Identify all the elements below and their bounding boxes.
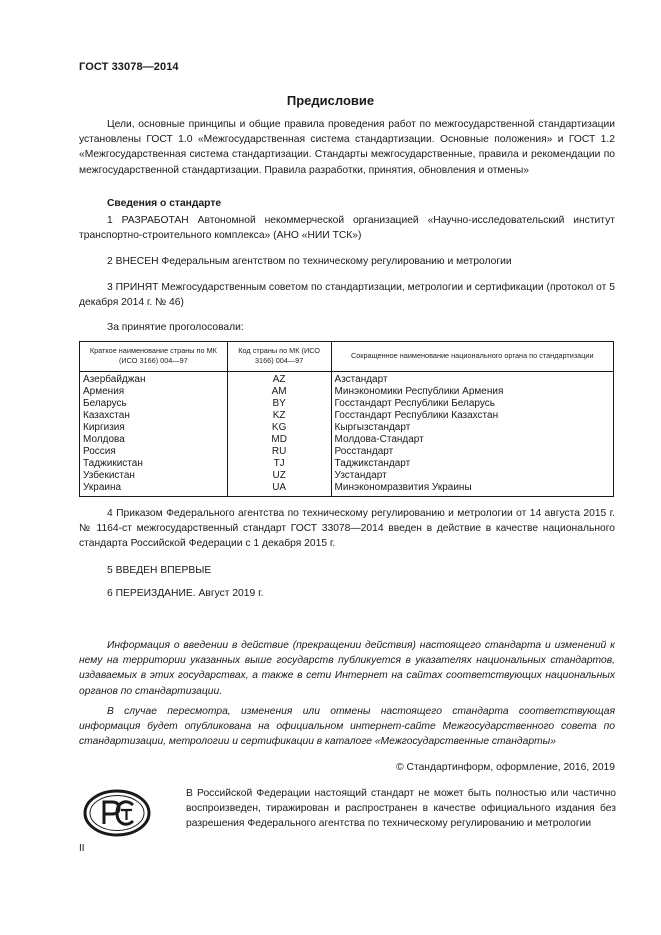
reproduction-notice: В Российской Федерации настоящий стандарт не может быть полностью или частично воспроизведен, тиражирован и распространен в качестве официального издания без разрешения Федерального агентства по техническому регулированию и метрологии (186, 788, 616, 830)
intro-paragraph: Цели, основные принципы и общие правила проведения работ по межгосударственной стандартизации установлены ГОСТ 1.0 «Межгосударственная система стандартизации. Основные положения» и ГОСТ 1.2 «Межгосударственная система стандартизации. Стандарты межгосударственные, правила и рекомендации по межгосударственной стандартизации. Правила разработки, принятия, обновления и отмены» (79, 119, 615, 176)
cell-country-name: Армения (80, 386, 228, 398)
cell-country-code: MD (227, 434, 331, 446)
cell-country-code: AZ (227, 372, 331, 387)
cell-country-name: Таджикистан (80, 458, 228, 470)
cell-country-code: TJ (227, 458, 331, 470)
cell-country-name: Молдова (80, 434, 228, 446)
cell-country-name: Казахстан (80, 410, 228, 422)
item-first-introduced: 5 ВВЕДЕН ВПЕРВЫЕ (107, 565, 212, 576)
table-row (80, 482, 614, 497)
table-row (80, 372, 614, 387)
header-national-body: Сокращенное наименование национального органа по стандартизации (331, 342, 613, 372)
cell-country-code: RU (227, 446, 331, 458)
table-row (80, 470, 614, 482)
cell-country-code: KG (227, 422, 331, 434)
table-row (80, 398, 614, 410)
cell-country-name: Беларусь (80, 398, 228, 410)
table-header-row (80, 342, 614, 372)
header-country-code: Код страны по МК (ИСО 3166) 004—97 (227, 342, 331, 372)
voted-label: За принятие проголосовали: (107, 322, 244, 333)
cell-country-name: Россия (80, 446, 228, 458)
cell-national-body: Госстандарт Республики Казахстан (331, 410, 613, 422)
table-row (80, 434, 614, 446)
page-number: II (79, 843, 85, 854)
item-introduced: 2 ВНЕСЕН Федеральным агентством по техническому регулированию и метрологии (107, 256, 512, 267)
table-row (80, 458, 614, 470)
cell-national-body: Таджикстандарт (331, 458, 613, 470)
table-row (80, 386, 614, 398)
cell-national-body: Госстандарт Республики Беларусь (331, 398, 613, 410)
cell-country-code: UZ (227, 470, 331, 482)
cell-country-name: Азербайджан (80, 372, 228, 387)
cell-country-code: KZ (227, 410, 331, 422)
item-adopted: 3 ПРИНЯТ Межгосударственным советом по стандартизации, метрологии и сертификации (протокол от 5 декабря 2014 г. № 46) (79, 282, 615, 309)
item-reissue: 6 ПЕРЕИЗДАНИЕ. Август 2019 г. (107, 588, 264, 599)
cell-country-name: Киргизия (80, 422, 228, 434)
cell-national-body: Росстандарт (331, 446, 613, 458)
copyright-line: © Стандартинформ, оформление, 2016, 2019 (396, 762, 615, 773)
page-title: Предисловие (286, 93, 375, 108)
item-developed: 1 РАЗРАБОТАН Автономной некоммерческой организацией «Научно-исследовательский институт транспортно-строительного комплекса» (АНО «НИИ ТСК») (79, 215, 615, 242)
voting-table-container (79, 341, 614, 497)
header-country-name: Краткое наименование страны по МК (ИСО 3166) 004—97 (80, 342, 228, 372)
cell-country-code: AM (227, 386, 331, 398)
cell-national-body: Азстандарт (331, 372, 613, 387)
voting-table (79, 341, 614, 497)
cell-country-code: BY (227, 398, 331, 410)
cell-national-body: Кыргызстандарт (331, 422, 613, 434)
about-heading: Сведения о стандарте (107, 198, 222, 209)
info-paragraph-2: В случае пересмотра, изменения или отмены настоящего стандарта соответствующая информация будет опубликована на официальном интернет-сайте Межгосударственного совета по стандартизации, метрологии и сертификации в каталоге «Межгосударственные стандарты» (79, 706, 615, 748)
cell-country-name: Узбекистан (80, 470, 228, 482)
document-number: ГОСТ 33078—2014 (79, 61, 179, 73)
table-row (80, 446, 614, 458)
cell-country-code: UA (227, 482, 331, 497)
cell-national-body: Минэкономики Республики Армения (331, 386, 613, 398)
info-paragraph-1: Информация о введении в действие (прекращении действия) настоящего стандарта и изменений к нему на территории указанных выше государств публикуется в указателях национальных стандартов, издаваемых в этих государствах, а также в сети Интернет на сайтах соответствующих национальных органов по стандартизации. (79, 640, 615, 697)
item-order: 4 Приказом Федерального агентства по техническому регулированию и метрологии от 14 августа 2015 г. № 1164-ст межгосударственный стандарт ГОСТ 33078—2014 введен в действие в качестве национального стандарта Российской Федерации с 1 декабря 2015 г. (79, 508, 615, 550)
cell-national-body: Узстандарт (331, 470, 613, 482)
table-row (80, 422, 614, 434)
cell-national-body: Молдова-Стандарт (331, 434, 613, 446)
table-body (80, 372, 614, 497)
cell-country-name: Украина (80, 482, 228, 497)
table-row (80, 410, 614, 422)
cell-national-body: Минэкономразвития Украины (331, 482, 613, 497)
rst-logo-icon (82, 788, 152, 838)
